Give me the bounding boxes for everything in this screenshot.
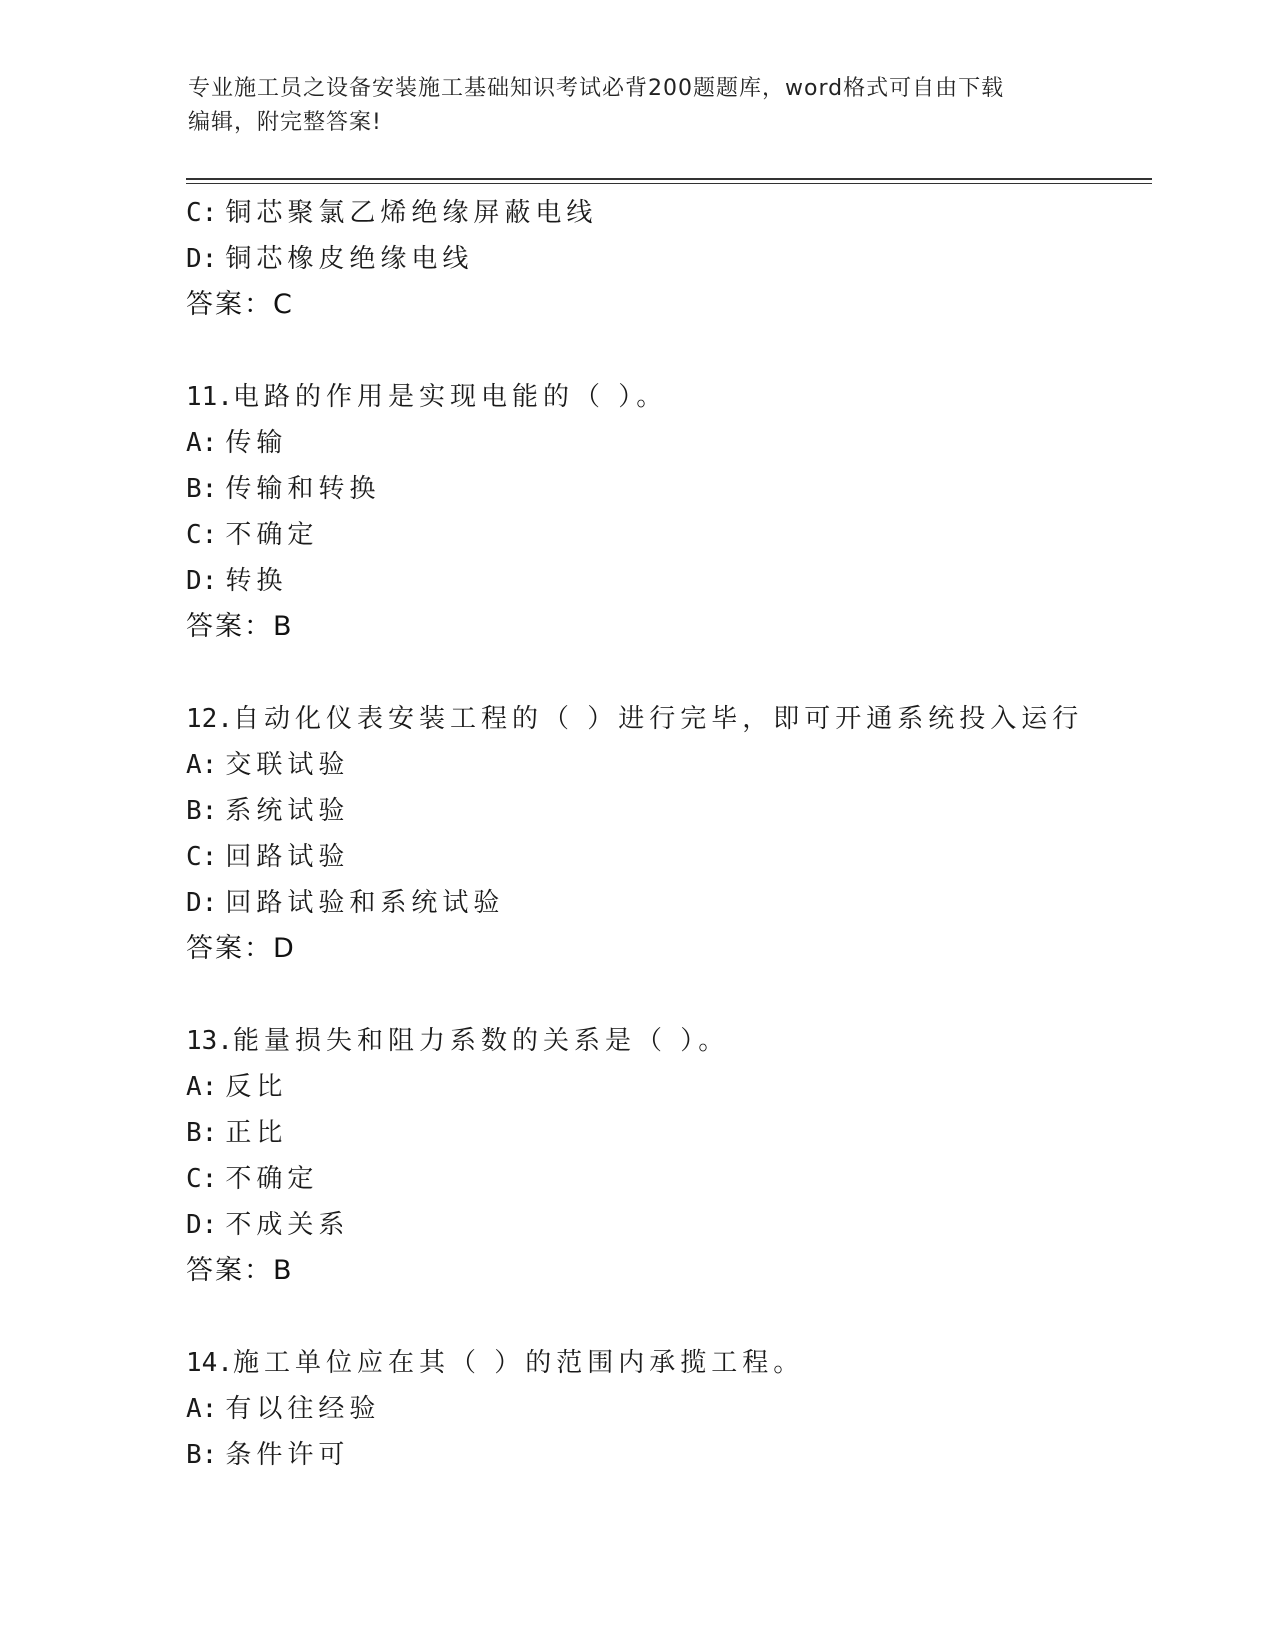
question-text: 电路的作用是实现电能的（ ）。 — [232, 382, 668, 412]
option-text: 反比 — [225, 1072, 288, 1102]
option-key: A: — [186, 428, 218, 458]
header-divider-thick — [186, 178, 1152, 180]
question-block — [186, 374, 1146, 650]
option-key: C: — [186, 520, 218, 550]
option-text: 交联试验 — [225, 750, 350, 780]
option-text: 不确定 — [225, 520, 319, 550]
option-key: D: — [186, 566, 218, 596]
option-line — [186, 880, 1146, 926]
question-text: 自动化仪表安装工程的（ ）进行完毕，即可开通系统投入运行 — [232, 704, 1084, 734]
option-key: B: — [186, 796, 218, 826]
question-list — [186, 190, 1146, 1478]
option-text: 不成关系 — [225, 1210, 350, 1240]
option-key: A: — [186, 1394, 218, 1424]
question-block — [186, 1018, 1146, 1294]
question-stem — [186, 696, 1146, 742]
question-stem — [186, 374, 1146, 420]
header-divider-thin — [186, 183, 1152, 184]
header-title-line-2: 编辑，附完整答案! — [188, 110, 382, 135]
option-key: D: — [186, 244, 218, 274]
option-line — [186, 1202, 1146, 1248]
header-title-line-1: 专业施工员之设备安装施工基础知识考试必背200题题库，word格式可自由下载 — [188, 76, 1005, 101]
option-key: C: — [186, 842, 218, 872]
option-line — [186, 1432, 1146, 1478]
question-block — [186, 1340, 1146, 1478]
question-stem — [186, 1018, 1146, 1064]
option-text: 铜芯聚氯乙烯绝缘屏蔽电线 — [225, 198, 598, 228]
option-key: B: — [186, 1118, 218, 1148]
spacer — [186, 972, 1146, 1018]
option-text: 回路试验和系统试验 — [225, 888, 505, 918]
option-key: A: — [186, 1072, 218, 1102]
spacer — [186, 650, 1146, 696]
option-key: D: — [186, 1210, 218, 1240]
option-line — [186, 1064, 1146, 1110]
question-number: 13. — [186, 1026, 233, 1056]
spacer — [186, 328, 1146, 374]
spacer — [186, 1294, 1146, 1340]
option-line — [186, 236, 1146, 282]
option-text: 条件许可 — [225, 1440, 350, 1470]
option-text: 有以往经验 — [225, 1394, 381, 1424]
option-line — [186, 466, 1146, 512]
question-number: 14. — [186, 1348, 233, 1378]
question-stem — [186, 1340, 1146, 1386]
option-line — [186, 742, 1146, 788]
option-line — [186, 1156, 1146, 1202]
option-text: 正比 — [225, 1118, 288, 1148]
option-line — [186, 512, 1146, 558]
option-key: B: — [186, 1440, 218, 1470]
question-text: 施工单位应在其（ ）的范围内承揽工程。 — [232, 1348, 805, 1378]
option-line — [186, 190, 1146, 236]
question-number: 11. — [186, 382, 233, 412]
option-line — [186, 788, 1146, 834]
question-text: 能量损失和阻力系数的关系是（ ）。 — [232, 1026, 730, 1056]
answer-line: 答案：B — [186, 1255, 294, 1286]
option-line — [186, 1110, 1146, 1156]
document-header — [188, 72, 1088, 140]
option-text: 传输 — [225, 428, 288, 458]
option-key: A: — [186, 750, 218, 780]
option-text: 转换 — [225, 566, 288, 596]
option-text: 回路试验 — [225, 842, 350, 872]
answer-line: 答案：B — [186, 611, 294, 642]
option-line — [186, 558, 1146, 604]
option-key: D: — [186, 888, 218, 918]
option-key: C: — [186, 198, 218, 228]
option-text: 铜芯橡皮绝缘电线 — [225, 244, 474, 274]
option-line — [186, 420, 1146, 466]
option-text: 不确定 — [225, 1164, 319, 1194]
question-number: 12. — [186, 704, 233, 734]
option-line — [186, 834, 1146, 880]
option-line — [186, 1386, 1146, 1432]
question-block — [186, 696, 1146, 972]
answer-line: 答案：C — [186, 289, 294, 320]
option-key: B: — [186, 474, 218, 504]
answer-line: 答案：D — [186, 933, 296, 964]
option-key: C: — [186, 1164, 218, 1194]
question-block-partial — [186, 190, 1146, 328]
option-text: 传输和转换 — [225, 474, 381, 504]
option-text: 系统试验 — [225, 796, 350, 826]
